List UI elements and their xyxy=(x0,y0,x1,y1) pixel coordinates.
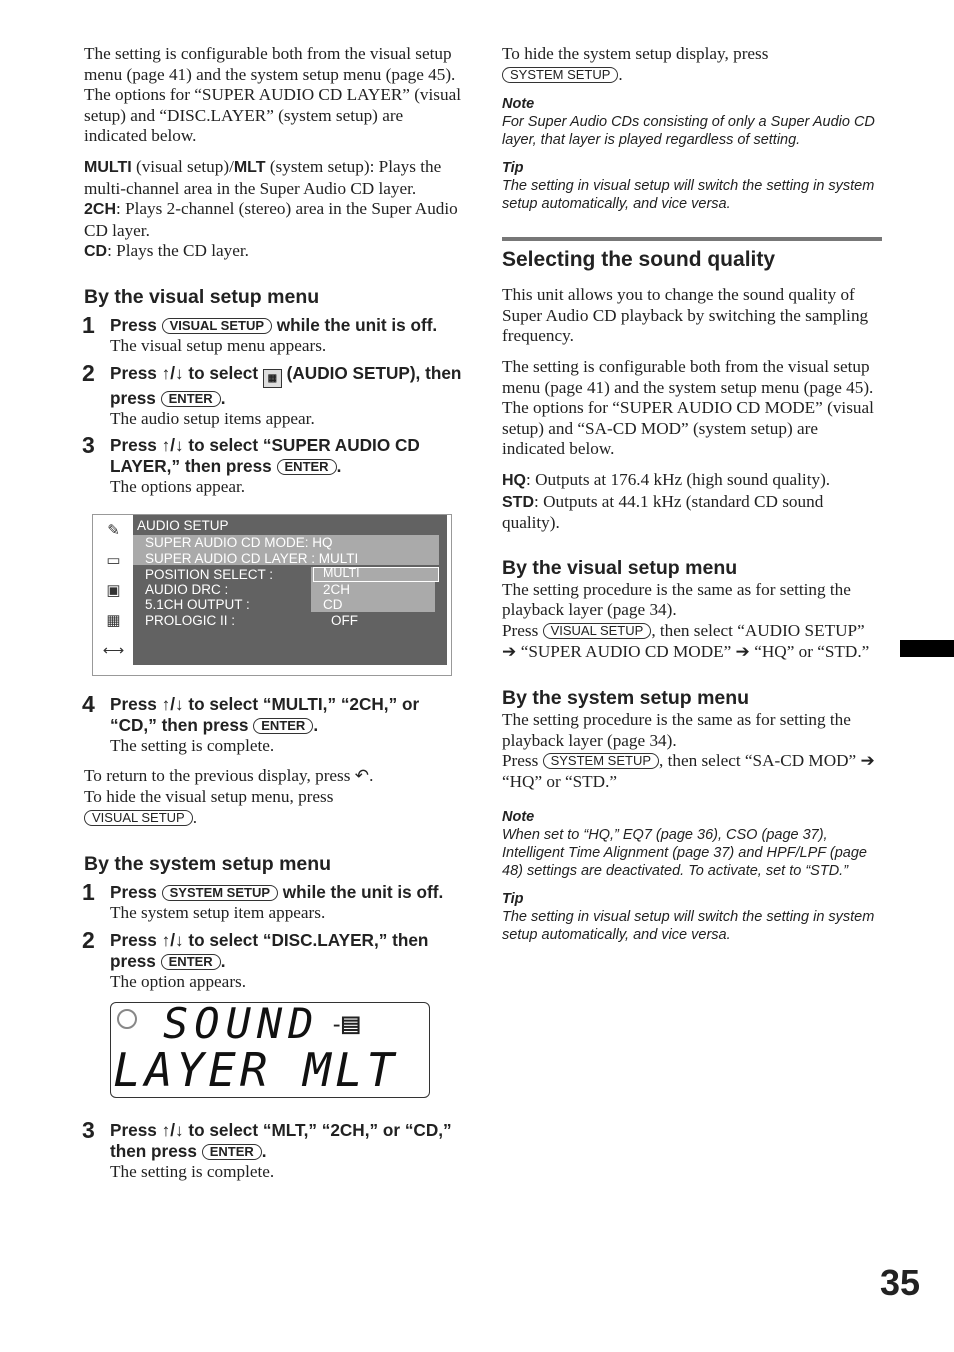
option-2ch: 2CH: Plays 2-channel (stereo) area in the Super Audio CD layer. xyxy=(84,199,458,240)
level-meter-icon: -▤ xyxy=(333,1011,362,1037)
tip-heading: Tip xyxy=(502,891,524,908)
up-down-arrow-icon: ↑/↓ xyxy=(161,929,184,950)
menu-row: AUDIO DRC : xyxy=(145,581,229,597)
system-setup-button: SYSTEM SETUP xyxy=(543,753,659,769)
visual-setup-heading: By the visual setup menu xyxy=(502,556,738,579)
system-procedure: The setting procedure is the same as for setting the playback layer (page 34). xyxy=(502,710,851,750)
up-down-arrow-icon: ↑/↓ xyxy=(161,362,184,383)
intro-paragraph-2: The options for “SUPER AUDIO CD LAYER” (visual setup) and “DISC.LAYER” (system setup) are indicated below. xyxy=(84,85,461,146)
visual-step-3: 3 Press ↑/↓ to select “SUPER AUDIO CD LAYER,” then press ENTER . The options appear. xyxy=(82,432,420,497)
visual-setup-button: VISUAL SETUP xyxy=(543,623,652,639)
visual-setup-button: VISUAL SETUP xyxy=(84,810,193,826)
page-number: 35 xyxy=(879,1262,920,1303)
menu-row: POSITION SELECT : xyxy=(145,566,274,582)
hide-system-instruction: To hide the system setup display, press xyxy=(502,44,769,63)
menu-row: PROLOGIC II : xyxy=(145,612,236,628)
hide-visual-instruction: To hide the visual setup menu, press xyxy=(84,786,334,806)
lcd-line-1: SOUND xyxy=(163,999,320,1049)
lcd-display xyxy=(110,999,430,1098)
visual-step-4: 4 Press ↑/↓ to select “MULTI,” “2CH,” or “CD,” then press ENTER . The setting is complete. xyxy=(82,690,420,755)
audio-setup-icon: ▦ xyxy=(263,369,282,388)
menu-title: AUDIO SETUP xyxy=(137,517,229,533)
audio-setup-menu-screen xyxy=(92,514,452,676)
section-divider xyxy=(502,237,882,241)
visual-setup-heading: By the visual setup menu xyxy=(84,285,320,308)
visual-setup-button: VISUAL SETUP xyxy=(162,318,272,334)
menu-option: CD xyxy=(323,596,343,612)
briefcase-icon: ▣ xyxy=(106,582,121,599)
section-title: Selecting the sound quality xyxy=(502,248,776,272)
visual-step-1: 1 Press VISUAL SETUP while the unit is off. The visual setup menu appears. xyxy=(82,311,438,355)
sound-quality-intro: This unit allows you to change the sound quality of Super Audio CD playback by switching the sampling frequency. xyxy=(502,285,869,346)
note-heading: Note xyxy=(502,96,535,113)
up-down-arrow-icon: ↑/↓ xyxy=(161,435,184,456)
system-setup-button: SYSTEM SETUP xyxy=(502,67,618,83)
disc-icon xyxy=(117,1009,137,1029)
up-down-arrow-icon: ↑/↓ xyxy=(161,693,184,714)
tip-text: The setting in visual setup will switch the setting in system setup automatically, and vice versa. xyxy=(502,909,875,944)
connection-icon: ⟷ xyxy=(102,642,125,659)
menu-option: MULTI xyxy=(323,565,360,580)
menu-body xyxy=(133,515,447,665)
menu-icon-column xyxy=(97,519,130,671)
lcd-line-2: LAYER MLT xyxy=(113,1043,399,1098)
note-heading: Note xyxy=(502,809,535,826)
enter-button: ENTER xyxy=(161,954,221,970)
right-column: To hide the system setup display, press SYSTEM SETUP . Note For Super Audio CDs consisting of only a Super Audio CD layer, that layer is played regardless of setting. Tip The setting in visual setup will switch the setting in system setup automatically, and vice versa. Selecting the sound quality This unit allows you to change the sound quality of Super Audio CD playback by switching the sampling frequency. The setting is configurable both from the visual setup menu (page 41) and the system setup menu (page 45). The options for “SUPER AUDIO CD MODE” (visual setup) and “SA-CD MOD” (system setup) are indicated below. HQ: Outputs at 176.4 kHz (high sound quality). STD: Outputs at 44.1 kHz (standard CD sound quality). By the visual setup menu The setting procedure is the same as for setting the playback layer (page 34). Press VISUAL SETUP , then select “AUDIO SETUP” ➔ “SUPER AUDIO CD MODE” ➔ “HQ” or “STD.” By the system setup menu The setting procedure is the same as for setting the playback layer (page 34). Press SYSTEM SETUP , then select “SA-CD MOD” ➔ “HQ” or “STD.” Note When set to “HQ,” EQ7 (page 36), CSO (page 37), Intelligent Time Alignment (page 37) and HPF/LPF (page 48) settings are deactivated. To activate, set to “STD.” Tip The setting in visual setup will switch the setting in system setup automatically, and vice versa. xyxy=(502,44,882,944)
display-icon: ✎ xyxy=(107,522,120,539)
system-procedure-press: Press SYSTEM SETUP , then select “SA-CD MOD” ➔ “HQ” or “STD.” xyxy=(502,751,875,791)
note-text: When set to “HQ,” EQ7 (page 36), CSO (page 37), Intelligent Time Alignment (page 37) and HPF/LPF (page 48) settings are deactivated. To activate, set to “STD.” xyxy=(502,827,867,880)
menu-option: 2CH xyxy=(323,581,351,597)
option-hq: HQ: Outputs at 176.4 kHz (high sound quality). xyxy=(502,469,831,489)
sound-quality-config: The setting is configurable both from the visual setup menu (page 41) and the system setup menu (page 45). xyxy=(502,356,874,397)
system-step-3: 3 Press ↑/↓ to select “MLT,” “2CH,” or “CD,” then press ENTER . The setting is complete. xyxy=(82,1117,452,1182)
menu-option: OFF xyxy=(331,612,358,628)
enter-button: ENTER xyxy=(161,391,221,407)
enter-button: ENTER xyxy=(277,459,337,475)
menu-row: SUPER AUDIO CD LAYER : MULTI xyxy=(145,550,359,566)
system-step-1: 1 Press SYSTEM SETUP while the unit is off. The system setup item appears. xyxy=(82,879,444,923)
menu-row: SUPER AUDIO CD MODE: HQ xyxy=(145,534,333,550)
option-cd: CD: Plays the CD layer. xyxy=(84,241,249,261)
screen-icon: ▭ xyxy=(106,552,121,569)
tip-heading: Tip xyxy=(502,160,524,177)
intro-paragraph-1: The setting is configurable both from the visual setup menu (page 41) and the system setup menu (page 45). xyxy=(84,44,456,84)
system-setup-heading: By the system setup menu xyxy=(502,687,750,710)
visual-procedure-press: Press VISUAL SETUP , then select “AUDIO SETUP” ➔ “SUPER AUDIO CD MODE” ➔ “HQ” or “STD.” xyxy=(502,620,870,661)
system-setup-heading: By the system setup menu xyxy=(84,853,332,876)
up-down-arrow-icon: ↑/↓ xyxy=(161,1120,184,1141)
menu-row: 5.1CH OUTPUT : xyxy=(145,596,250,612)
left-column: The setting is configurable both from the visual setup menu (page 41) and the system setup menu (page 45). The options for “SUPER AUDIO CD LAYER” (visual setup) and “DISC.LAYER” (system setup) are indicated below. MULTI (visual setup)/MLT (system setup): Plays the multi-channel area in the Super Audio CD layer. 2CH: Plays 2-channel (stereo) area in the Super Audio CD layer. CD: Plays the CD layer. By the visual setup menu 1 Press VISUAL SETUP while the unit is off. The visual setup menu appears. 2 Press ↑/↓ to select ▦ (AUDIO SETUP), then press ENTER . The audio setup items appear. 3 Press ↑/↓ to select “SUPER AUDIO CD LAYER,” then press ENTER . The options appear. ✎ ▭ ▣ ▦ ⟷ AUDIO SETUP SUPER AUDIO CD MODE: HQ SUPER AUDIO CD LAYER : MULTI POSITION SELECT : AUDIO DRC : 5.1CH OUTPUT : PROLOGIC II : MULTI 2CH CD OFF 4 Press ↑/↓ to select “MULTI,” “2CH,” or “CD,” then press ENTER . The setting is complete. To return to the previous display, press ↶. To hide the visual setup menu, press VISUAL SETUP . By the system setup menu 1 Press SYSTEM SETUP while the unit is off. The system setup item appears. 2 Press ↑/↓ to select “DISC.LAYER,” then press ENTER . The option appears. SOUND -▤ LAYER MLT 3 Press ↑/↓ to select “MLT,” “2CH,” or “CD,” then press ENTER . The setting is complete. xyxy=(82,44,462,1182)
option-std: STD: Outputs at 44.1 kHz (standard CD sound quality). xyxy=(502,491,824,533)
note-text: For Super Audio CDs consisting of only a Super Audio CD layer, that layer is played regardless of setting. xyxy=(502,114,875,149)
enter-button: ENTER xyxy=(202,1144,262,1160)
return-instruction: To return to the previous display, press ↶. xyxy=(84,766,374,786)
visual-step-2: 2 Press ↑/↓ to select ▦ (AUDIO SETUP), then press ENTER . The audio setup items appear. xyxy=(82,359,462,428)
enter-button: ENTER xyxy=(253,718,313,734)
audio-icon: ▦ xyxy=(106,612,121,629)
tip-text: The setting in visual setup will switch the setting in system setup automatically, and vice versa. xyxy=(502,178,875,213)
sound-quality-options: The options for “SUPER AUDIO CD MODE” (visual setup) and “SA-CD MOD” (system setup) are indicated below. xyxy=(502,398,874,459)
option-multi: MULTI (visual setup)/MLT (system setup): Plays the multi-channel area in the Super Audio CD layer. xyxy=(84,156,442,198)
visual-procedure: The setting procedure is the same as for setting the playback layer (page 34). xyxy=(502,579,851,620)
section-tab-marker xyxy=(900,640,954,657)
system-setup-button: SYSTEM SETUP xyxy=(162,885,278,901)
system-step-2: 2 Press ↑/↓ to select “DISC.LAYER,” then press ENTER . The option appears. xyxy=(82,926,429,991)
back-icon: ↶ xyxy=(354,766,370,786)
